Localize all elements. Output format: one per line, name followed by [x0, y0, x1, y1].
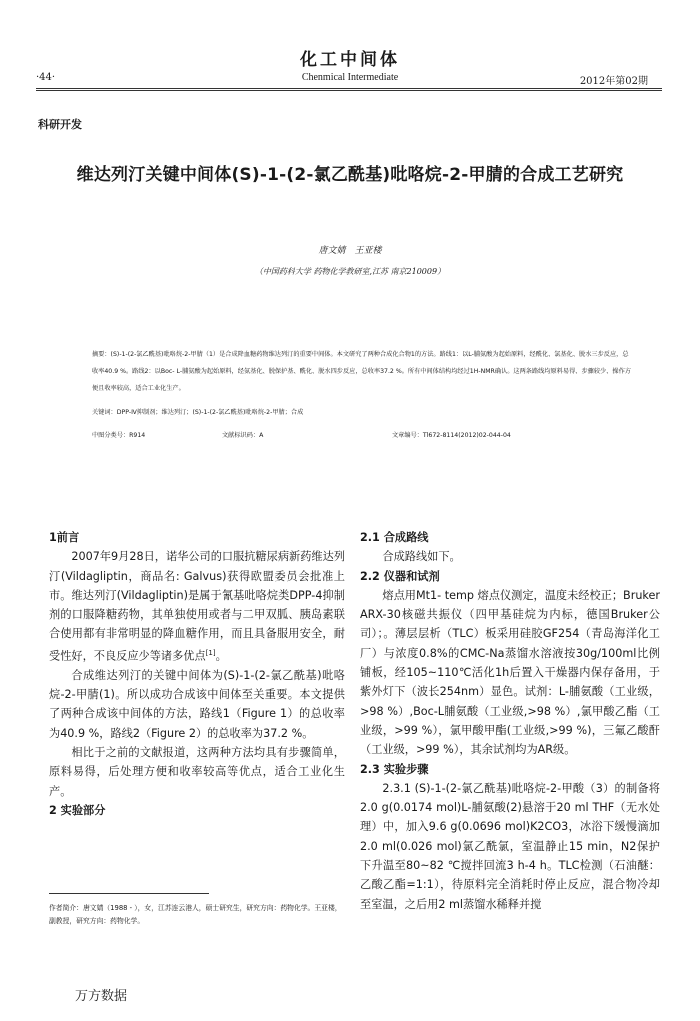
affiliation: （中国药科大学 药物化学教研室,江苏 南京210009）	[254, 267, 446, 276]
issue-label: 2012年第02期	[579, 76, 648, 87]
intro-paragraph-1-end: 。	[215, 649, 227, 663]
article-number: 文章编号：Tl672-8114(2012)02-044-04	[392, 432, 511, 439]
section-heading-experimental: 2 实验部分	[49, 803, 106, 817]
intro-paragraph-3: 相比于之前的文献报道，这两种方法均具有步骤简单，原料易得，后处理方便和收率较高等优点，适合工业化生产。	[49, 746, 345, 798]
wanfang-watermark: 万方数据	[75, 989, 128, 1004]
abstract: 摘要：(S)-1-(2-氯乙酰基)吡咯烷-2-甲腈（1）是合成降血糖药物维达列汀的重要中间体。本文研究了两种合成化合物1的方法。路线1：以L-脯氨酸为起始原料，经酰化、氯基化、脱水三步反应，总收率40.9 %。路线2：以Boc- L-脯氨酸为起始原料，经氨基化、脱保护基、酰化、脱水四步反应，总收率37.2 %。所有中间体结构均经过1H-NMR确认。这两条路线均原料易得、步骤较少、操作方便且收率较高，适合工业化生产。	[92, 351, 631, 392]
clc-number: 中图分类号：R914	[92, 432, 146, 439]
journal-english-name: Chenmical Intermediate	[301, 72, 399, 83]
section-heading-2-1: 2.1 合成路线	[360, 531, 429, 544]
section-tag: 科研开发	[38, 118, 82, 131]
procedure-paragraph: 2.3.1 (S)-1-(2-氯乙酰基)吡咯烷-2-甲酸（3）的制备将2.0 g(0.0174 mol)L-脯氨酸(2)悬溶于20 ml THF（无水处理）中，加入9.6 g(0.0696 mol)K2CO3，冰浴下缓慢滴加2.0 ml(0.026 mol)氯乙酰氯，室温静止15 min，N2保护下升温至80~82 ℃搅拌回流3 h-4 h。TLC检测（石油醚：乙酸乙酯=1:1），待原料完全消耗时停止反应，混合物冷却至室温，之后用2 ml蒸馏水稀释并搅	[360, 781, 660, 911]
synthesis-route-text: 合成路线如下。	[382, 550, 461, 564]
header-rule-thin	[36, 90, 662, 91]
document-code: 文献标识码：A	[222, 432, 264, 439]
author-footnote: 作者简介：唐文婧（1988 - ），女，江苏连云港人，硕士研究生，研究方向：药物化学。王亚楼，副教授，研究方向：药物化学。	[49, 904, 342, 925]
section-heading-2-3: 2.3 实验步骤	[360, 762, 429, 776]
journal-name: 化工中间体	[300, 50, 400, 70]
intro-paragraph-2: 合成维达列汀的关键中间体为(S)-1-(2-氯乙酰基)吡咯烷-2-甲腈(1)。所以成功合成该中间体至关重要。本文提供了两种合成该中间体的方法，路线1（Figure 1）的总收率为40.9 %，路线2（Figure 2）的总收率为37.2 %。	[49, 668, 345, 740]
authors: 唐文婧 王亚楼	[318, 246, 382, 256]
right-column	[360, 528, 660, 914]
instruments-paragraph: 熔点用Mt1- temp 熔点仪测定，温度未经校正；Bruker ARX-30核磁共振仪（四甲基硅烷为内标，德国Bruker公司）；。薄层层析（TLC）板采用硅胶GF254（青岛海洋化工厂）与浓度0.8%的CMC-Na蒸馏水溶液按30g/100ml比例铺板，经105~110℃活化1h后置入干燥器内保存备用，于紫外灯下（波长254nm）显色。试剂：L-脯氨酸（工业级，>98 %）,Boc-L脯氨酸（工业级,>98 %）,氯甲酸乙酯（工业级，>99 %），氯甲酸甲酯(工业级,>99 %)，三氟乙酸酐（工业级，>99 %），其余试剂均为AR级。	[360, 588, 660, 757]
keywords: 关键词：DPP-Ⅳ抑制剂；维达列汀；(S)-1-(2-氯乙酰基)吡咯烷-2-甲腈；合成	[92, 409, 304, 416]
left-column	[49, 528, 345, 820]
header-rule	[36, 88, 662, 89]
footnote-rule	[49, 893, 209, 894]
reference-marker[interactable]: [1]	[205, 648, 216, 657]
section-heading-2-2: 2.2 仪器和试剂	[360, 569, 440, 583]
intro-paragraph-1-text: 2007年9月28日，诺华公司的口服抗糖尿病新药维达列汀(Vildagliptin，商品名: Galvus)获得欧盟委员会批准上市。维达列汀(Vildagliptin)是属于氰基吡咯烷类DPP-4抑制剂的口服降糖药物，其单独使用或者与二甲双胍、胰岛素联合使用都有非常明显的降血糖作用，而且具备服用安全，耐受性好，不良反应少等诸多优点	[49, 550, 345, 663]
section-heading-intro: 1前言	[49, 531, 80, 544]
intro-paragraph-1	[49, 547, 345, 666]
page-number: ·44·	[36, 72, 56, 83]
paper-title: 维达列汀关键中间体(S)-1-(2-氯乙酰基)吡咯烷-2-甲腈的合成工艺研究	[76, 165, 624, 185]
